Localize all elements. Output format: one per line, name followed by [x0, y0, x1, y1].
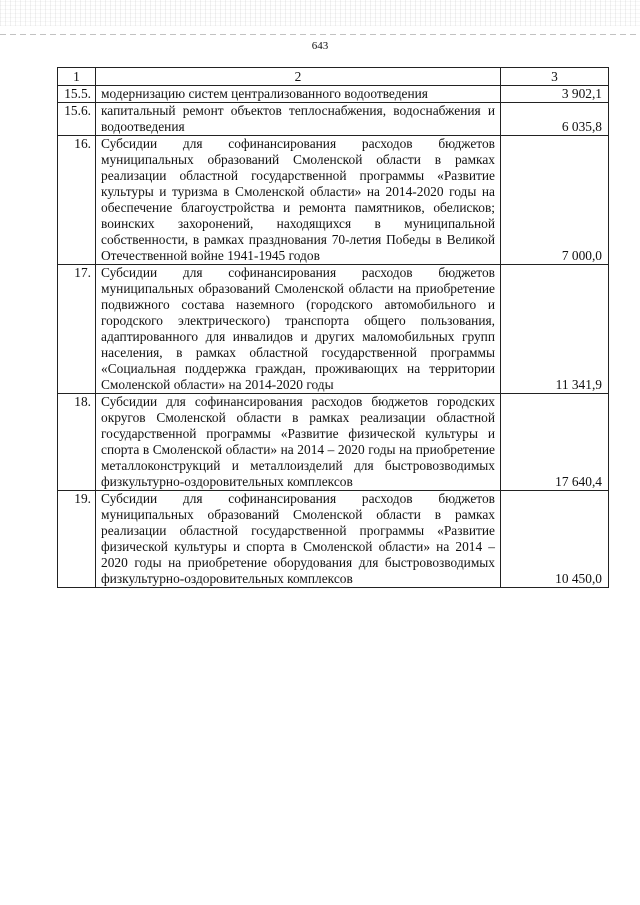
table-row — [58, 136, 609, 265]
budget-table — [57, 67, 609, 588]
row-description: модернизацию систем централизованного водоотведения — [96, 86, 501, 103]
row-amount: 7 000,0 — [501, 136, 609, 265]
table-row — [58, 86, 609, 103]
row-description: Субсидии для софинансирования расходов бюджетов муниципальных образований Смоленской области на приобретение подвижного состава наземного (городского автомобильного и городского электрического) транспорта общего пользования, адаптированного для инвалидов и других маломобильных групп населения, в рамках областной государственной программы «Социальная поддержка граждан, проживающих на территории Смоленской области» на 2014-2020 годы — [96, 265, 501, 394]
table-row — [58, 394, 609, 491]
table-header-row — [58, 68, 609, 86]
row-number: 15.5. — [58, 86, 96, 103]
row-description: Субсидии для софинансирования расходов бюджетов муниципальных образований Смоленской области в рамках реализации областной государственной программы «Развитие культуры и туризма в Смоленской области» на 2014-2020 годы на обеспечение благоустройства и ремонта памятников, обелисков; воинских захоронений, находящихся в муниципальной собственности, в рамках празднования 70-летия Победы в Великой Отечественной войне 1941-1945 годов — [96, 136, 501, 265]
scan-noise-strip — [0, 0, 640, 26]
row-amount: 3 902,1 — [501, 86, 609, 103]
row-number: 18. — [58, 394, 96, 491]
header-col-3: 3 — [501, 68, 609, 86]
row-description: Субсидии для софинансирования расходов бюджетов муниципальных образований Смоленской области в рамках реализации областной государственной программы «Развитие физической культуры и спорта в Смоленской области» на 2014 – 2020 годы на приобретение оборудования для быстровозводимых физкультурно-оздоровительных комплексов — [96, 491, 501, 588]
table-row — [58, 491, 609, 588]
table-row — [58, 265, 609, 394]
row-number: 17. — [58, 265, 96, 394]
row-number: 19. — [58, 491, 96, 588]
row-amount: 11 341,9 — [501, 265, 609, 394]
row-amount: 10 450,0 — [501, 491, 609, 588]
row-description: капитальный ремонт объектов теплоснабжения, водоснабжения и водоотведения — [96, 103, 501, 136]
row-number: 16. — [58, 136, 96, 265]
row-description: Субсидии для софинансирования расходов бюджетов городских округов Смоленской области в рамках реализации областной государственной программы «Развитие физической культуры и спорта в Смоленской области» на 2014 – 2020 годы на приобретение металлоконструкций и металлоизделий для быстровозводимых физкультурно-оздоровительных комплексов — [96, 394, 501, 491]
page-number: 643 — [311, 40, 329, 52]
row-amount: 6 035,8 — [501, 103, 609, 136]
header-col-2: 2 — [96, 68, 501, 86]
table-row — [58, 103, 609, 136]
row-number: 15.6. — [58, 103, 96, 136]
scan-dashed-line — [0, 34, 640, 35]
row-amount: 17 640,4 — [501, 394, 609, 491]
header-col-1: 1 — [58, 68, 96, 86]
